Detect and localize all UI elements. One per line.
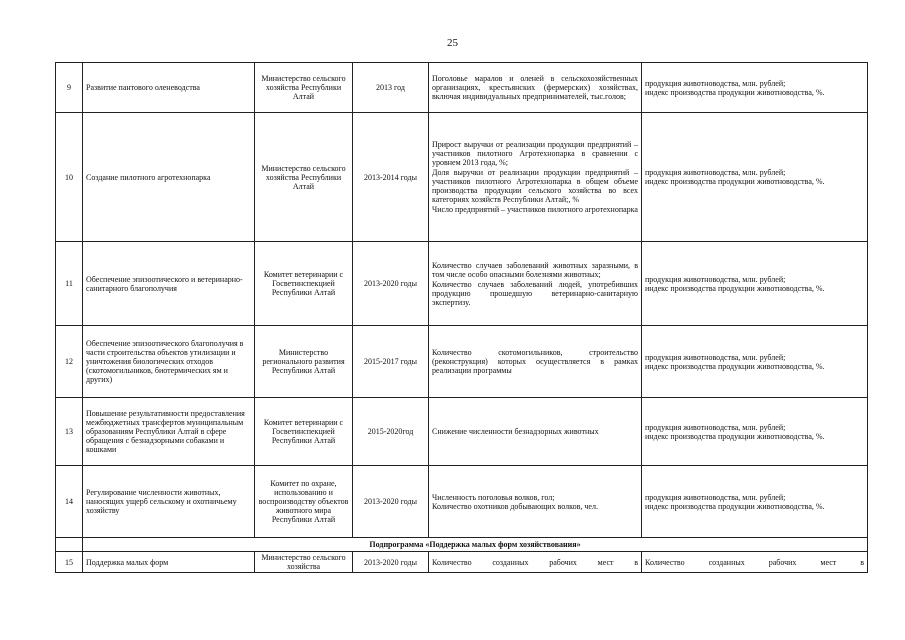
result-text: продукция животноводства, млн. рублей; bbox=[645, 352, 786, 362]
table-row bbox=[56, 63, 868, 113]
indicator-text: Поголовье маралов и оленей в сельскохозяйственных организациях, крестьянских (фермерских) хозяйствах, включая индивидуальных предпринимателей, тыс.голов; bbox=[432, 74, 638, 101]
program-activities-table bbox=[55, 62, 868, 573]
indicators bbox=[429, 242, 642, 326]
period: 2015-2017 годы bbox=[353, 326, 429, 398]
executor: Министерство сельского хозяйства Республики Алтай bbox=[255, 63, 353, 113]
result-text: индекс производства продукции животноводства, %. bbox=[645, 501, 825, 511]
row-number: 9 bbox=[56, 63, 83, 113]
results bbox=[642, 63, 868, 113]
subprogram-header-row bbox=[56, 538, 868, 552]
result-text: продукция животноводства, млн. рублей; bbox=[645, 422, 786, 432]
activity-name: Повышение результативности предоставления межбюджетных трансфертов муниципальным образованиям Республики Алтай в сфере обращения с безнадзорными собаками и кошками bbox=[83, 398, 255, 466]
indicator-text: Доля выручки от реализации продукции предприятий – участников пилотного Агротехнопарка в общем объеме производства продукции сельского хозяйства во всех категориях хозяйств Республики Алтай;, % bbox=[432, 168, 638, 204]
table-row bbox=[56, 466, 868, 538]
table-row bbox=[56, 398, 868, 466]
table-row bbox=[56, 113, 868, 242]
indicator-text: Снижение численности безнадзорных животных bbox=[432, 427, 599, 436]
activity-name: Создание пилотного агротехнопарка bbox=[83, 113, 255, 242]
indicators bbox=[429, 466, 642, 538]
row-number: 11 bbox=[56, 242, 83, 326]
indicator-text: Количество случаев заболеваний животных заразными, в том числе особо опасными болезнями животных; bbox=[432, 260, 638, 279]
activity-name: Развитие пантового оленеводства bbox=[83, 63, 255, 113]
result-text: индекс производства продукции животноводства, %. bbox=[645, 177, 825, 186]
period: 2013-2020 годы bbox=[353, 242, 429, 326]
result-text: продукция животноводства, млн. рублей; bbox=[645, 274, 786, 284]
activity-name: Обеспечение эпизоотического и ветеринарно-санитарного благополучия bbox=[83, 242, 255, 326]
row-number: 15 bbox=[56, 552, 83, 573]
indicators bbox=[429, 63, 642, 113]
table-row bbox=[56, 552, 868, 573]
results bbox=[642, 113, 868, 242]
page-number: 25 bbox=[447, 37, 458, 49]
result-text: индекс производства продукции животноводства, %. bbox=[645, 87, 825, 97]
executor: Министерство сельского хозяйства bbox=[255, 552, 353, 573]
row-number: 13 bbox=[56, 398, 83, 466]
result-text: индекс производства продукции животноводства, %. bbox=[645, 361, 825, 371]
activity-name: Поддержка малых форм bbox=[83, 552, 255, 573]
period: 2013-2020 годы bbox=[353, 552, 429, 573]
indicator-text: Число предприятий – участников пилотного агротехнопарка bbox=[432, 205, 638, 214]
row-number: 14 bbox=[56, 466, 83, 538]
row-number: 10 bbox=[56, 113, 83, 242]
results bbox=[642, 398, 868, 466]
table-row bbox=[56, 326, 868, 398]
indicator-text: Количество скотомогильников, строительство (реконструкция) которых осуществляется в рамках реализации программы bbox=[432, 348, 638, 375]
indicator-text: Количество созданных рабочих мест в bbox=[429, 552, 642, 573]
indicators bbox=[429, 398, 642, 466]
result-text: продукция животноводства, млн. рублей; bbox=[645, 168, 786, 177]
executor: Министерство сельского хозяйства Республики Алтай bbox=[255, 113, 353, 242]
executor: Комитет ветеринарии с Госветинспекцией Республики Алтай bbox=[255, 398, 353, 466]
executor: Комитет ветеринарии с Госветинспекцией Республики Алтай bbox=[255, 242, 353, 326]
indicator-text: Прирост выручки от реализации продукции предприятий – участников пилотного Агротехнопарка в сравнении с уровнем 2013 года, %; bbox=[432, 140, 638, 167]
indicator-text: Количество случаев заболеваний людей, употребивших продукцию прошедшую ветеринарно-санитарную экспертизу. bbox=[432, 279, 638, 307]
period: 2013-2020 годы bbox=[353, 466, 429, 538]
activity-name: Регулирование численности животных, наносящих ущерб сельскому и охотничьему хозяйству bbox=[83, 466, 255, 538]
row-number: 12 bbox=[56, 326, 83, 398]
results bbox=[642, 242, 868, 326]
result-text: продукция животноводства, млн. рублей; bbox=[645, 492, 786, 502]
indicators bbox=[429, 113, 642, 242]
indicators bbox=[429, 326, 642, 398]
executor: Министерство регионального развития Республики Алтай bbox=[255, 326, 353, 398]
subprogram-title: Подпрограмма «Поддержка малых форм хозяйствования» bbox=[83, 538, 868, 552]
period: 2013-2014 годы bbox=[353, 113, 429, 242]
table-row bbox=[56, 242, 868, 326]
indicator-text: Количество охотников добывающих волков, чел. bbox=[432, 501, 598, 511]
period: 2013 год bbox=[353, 63, 429, 113]
result-text: индекс производства продукции животноводства, %. bbox=[645, 283, 825, 293]
results bbox=[642, 326, 868, 398]
executor: Комитет по охране, использованию и воспроизводству объектов животного мира Республики Алтай bbox=[255, 466, 353, 538]
result-text: продукция животноводства, млн. рублей; bbox=[645, 78, 786, 88]
period: 2015-2020год bbox=[353, 398, 429, 466]
result-text: Количество созданных рабочих мест в bbox=[642, 552, 868, 573]
indicator-text: Численность поголовья волков, гол; bbox=[432, 492, 555, 502]
result-text: индекс производства продукции животноводства, %. bbox=[645, 431, 825, 441]
results bbox=[642, 466, 868, 538]
activity-name: Обеспечение эпизоотического благополучия в части строительства объектов утилизации и уничтожения биологических отходов (скотомогильников, биотермических ям и других) bbox=[83, 326, 255, 398]
